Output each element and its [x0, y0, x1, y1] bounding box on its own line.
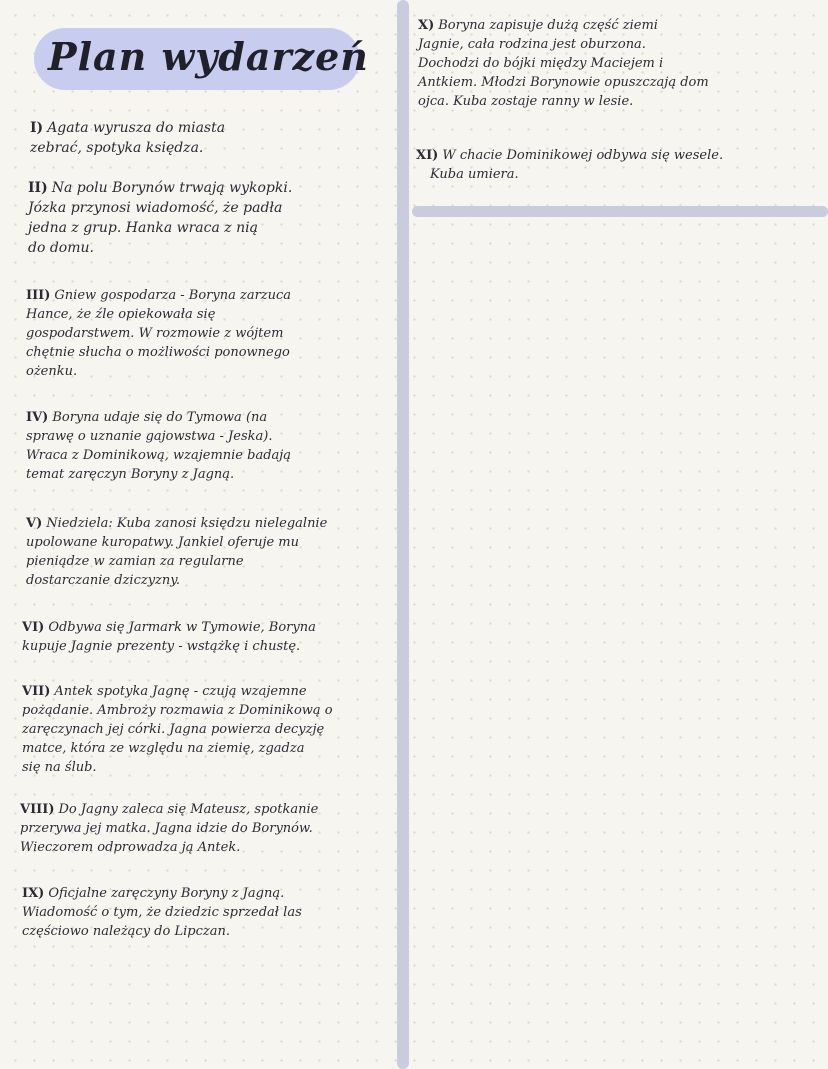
entry-line: przerywa jej matka. Jagna idzie do Borynów. [20, 821, 313, 836]
entry-line: Jagnie, cała rodzina jest oburzona. [418, 37, 646, 52]
entry-line: temat zaręczyn Boryny z Jagną. [26, 467, 235, 482]
entry-line: Boryna udaje się do Tymowa (na [52, 410, 268, 425]
entry-number: IX) [22, 886, 45, 901]
entry-line: Wieczorem odprowadza ją Antek. [20, 840, 241, 855]
entry-line: matce, która ze względu na ziemię, zgadza [22, 741, 305, 756]
entry-10 [418, 16, 709, 111]
entry-line: pożądanie. Ambroży rozmawia z Dominikową o [22, 703, 333, 718]
page-title: Plan wydarzeń [48, 34, 369, 79]
entry-number: V) [26, 516, 43, 531]
column-divider-vertical [397, 0, 409, 1069]
entry-line: Boryna zapisuje dużą część ziemi [438, 18, 658, 33]
entry-line: gospodarstwem. W rozmowie z wójtem [26, 326, 284, 341]
entry-4 [26, 408, 291, 484]
entry-7 [22, 682, 333, 777]
entry-number: X) [418, 18, 435, 33]
entry-line: Gniew gospodarza - Boryna zarzuca [54, 288, 292, 303]
entry-number: IV) [26, 410, 49, 425]
entry-line: ożenku. [26, 364, 78, 379]
entry-3 [26, 286, 291, 381]
entry-9 [22, 884, 302, 941]
entry-number: III) [26, 288, 51, 303]
entry-number: VI) [22, 620, 45, 635]
entry-number: I) [30, 120, 44, 136]
entry-line: Odbywa się Jarmark w Tymowie, Boryna [48, 620, 316, 635]
entry-line: Agata wyrusza do miasta [47, 120, 226, 136]
entry-line: Hance, że źle opiekowała się [26, 307, 216, 322]
entry-line: Józka przynosi wiadomość, że padła [28, 200, 283, 216]
entry-number: VIII) [20, 802, 55, 817]
entry-number: II) [28, 180, 48, 196]
entry-line: kupuje Jagnie prezenty - wstążkę i chustę. [22, 639, 301, 654]
entry-line: pieniądze w zamian za regularne [26, 554, 244, 569]
entry-line: częściowo należący do Lipczan. [22, 924, 230, 939]
entry-8 [20, 800, 318, 857]
entry-line: chętnie słucha o możliwości ponownego [26, 345, 290, 360]
entry-line: W chacie Dominikowej odbywa się wesele. [442, 148, 724, 163]
entry-line: Wraca z Dominikową, wzajemnie badają [26, 448, 292, 463]
entry-line: Antkiem. Młodzi Borynowie opuszczają dom [418, 75, 709, 90]
entry-line: zebrać, spotyka księdza. [30, 140, 204, 156]
entry-line: Antek spotyka Jagnę - czują wzajemne [54, 684, 307, 699]
entry-line: Kuba umiera. [430, 167, 519, 182]
entry-line: Dochodzi do bójki między Maciejem i [418, 56, 664, 71]
entry-1 [30, 118, 225, 158]
entry-line: zaręczynach jej córki. Jagna powierza decyzję [22, 722, 325, 737]
entry-line: dostarczanie dziczyzny. [26, 573, 181, 588]
entry-11 [416, 146, 723, 184]
section-divider-horizontal [412, 206, 828, 217]
entry-line: Do Jagny zaleca się Mateusz, spotkanie [58, 802, 319, 817]
entry-line: upolowane kuropatwy. Jankiel oferuje mu [26, 535, 300, 550]
entry-line: jedna z grup. Hanka wraca z nią [28, 220, 258, 236]
entry-5 [26, 514, 327, 590]
entry-line: sprawę o uznanie gajowstwa - Jeska). [26, 429, 273, 444]
entry-line: do domu. [28, 240, 94, 256]
entry-line: Na polu Borynów trwają wykopki. [51, 180, 293, 196]
entry-2 [28, 178, 292, 258]
entry-line: Wiadomość o tym, że dziedzic sprzedał las [22, 905, 302, 920]
entry-number: VII) [22, 684, 51, 699]
entry-6 [22, 618, 316, 656]
entry-number: XI) [416, 148, 439, 163]
entry-line: się na ślub. [22, 760, 97, 775]
title-block [34, 22, 369, 98]
entry-line: Niedziela: Kuba zanosi księdzu nielegalnie [46, 516, 328, 531]
entry-line: Oficjalne zaręczyny Boryny z Jagną. [48, 886, 285, 901]
entry-line: ojca. Kuba zostaje ranny w lesie. [418, 94, 634, 109]
